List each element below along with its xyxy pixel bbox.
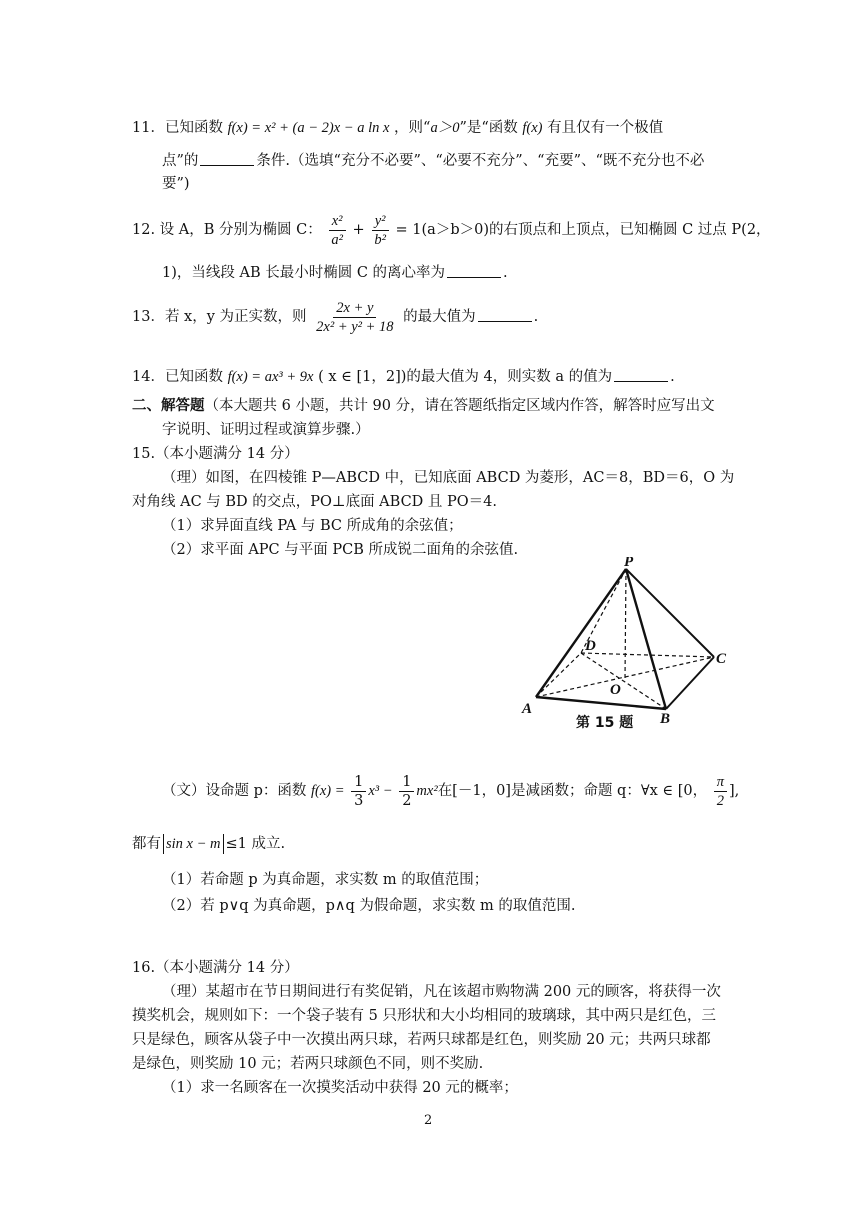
q16-l1: （理）某超市在节日期间进行有奖促销，凡在该超市购物满 200 元的顾客，将获得一次 [162,984,721,1000]
section-desc: 字说明、证明过程或演算步骤.） [162,422,370,438]
q11-line3: 要”) [162,176,190,192]
q12-line1: 12. 设 A，B 分别为椭圆 C： $\frac{\text{x²}}{\text{a²}}$ + $\frac{\text{y²}}{\text{b²}}$ = 1(a＞b＞0)的右顶点和上顶点，已知椭圆 C 过点 P(2， [132,212,771,248]
q13-line: 13．若 x，y 为正实数，则 $\frac{2x + y}{\text{2x² + y² + 18}}$ 的最大值为 . [132,299,539,335]
fraction: $\frac{\text{y²}}{\text{b²}}$ [371,212,389,249]
q16-l2: 摸奖机会，规则如下：一个袋子装有 5 只形状和大小均相同的玻璃球，其中两只是红色，三 [132,1008,716,1024]
page-number: 2 [424,1113,433,1128]
q15-wen-line3: （1）若命题 p 为真命题，求实数 m 的取值范围； [162,872,489,888]
fraction: $\frac{1}{3}$ [351,773,366,810]
answer-blank [478,306,532,322]
label-c: C [716,651,727,667]
fraction: $\frac{1}{2}$ [399,773,414,810]
q16-l5: （1）求一名顾客在一次摸奖活动中获得 20 元的概率； [162,1080,518,1096]
q12-line2: 1)，当线段 AB 长最小时椭圆 C 的离心率为 . [162,262,508,283]
answer-blank [614,366,668,382]
label-d: D [585,638,596,654]
pyramid-diagram [516,557,746,737]
label-o: O [610,682,621,698]
label-p: P [624,557,634,570]
q15-wen-line2: 都有 sin x − m ≤1 成立. [132,836,286,852]
fraction: $\frac{\pi}{2}$ [714,773,727,810]
q15-li2: 对角线 AC 与 BD 的交点，PO⊥底面 ABCD 且 PO＝4. [132,494,497,510]
q14-line: 14．已知函数 f(x) = ax³ + 9x ( x ∈ [1，2])的最大值为 4，则实数 a 的值为 . [132,366,675,387]
pyramid-figure [516,557,746,741]
q15-li3: （1）求异面直线 PA 与 BC 所成角的余弦值； [162,518,463,534]
fraction: $\frac{2x + y}{\text{2x² + y² + 18}}$ [316,299,394,335]
answer-blank [447,262,501,278]
q11-line2: 点”的 条件.（选填“充分不必要”、“必要不充分”、“充要”、“既不充分也不必 [162,150,704,171]
q15-wen-line1: （文）设命题 p：函数 f(x) = $\frac{1}{3}$ x³ − $\frac{1}{2}$ mx²在[－1，0]是减函数；命题 q：∀x ∈ [0， $\frac{\pi}{2}$ ], [162,773,740,809]
q16-l3: 只是绿色，顾客从袋子中一次摸出两只球，若两只球都是红色，则奖励 20 元；共两只球都 [132,1032,711,1048]
q15-wen-line4: （2）若 p∨q 为真命题，p∧q 为假命题，求实数 m 的取值范围. [162,898,576,914]
q15-title: 15.（本小题满分 14 分） [132,446,299,462]
q15-li1: （理）如图，在四棱锥 P—ABCD 中，已知底面 ABCD 为菱形，AC＝8，BD＝6，O 为 [162,470,735,486]
figure-caption: 第 15 题 [576,715,634,731]
label-a: A [522,701,533,717]
fraction: $\frac{\text{x²}}{\text{a²}}$ [328,212,346,249]
q11-line1: 11．已知函数 f(x) = x² + (a − 2)x − a ln x ，则“a＞0”是“函数 f(x) 有且仅有一个极值 [132,120,664,136]
q16-l4: 是绿色，则奖励 10 元；若两只球颜色不同，则不奖励. [132,1056,484,1072]
label-b: B [660,711,671,727]
answer-blank [200,150,254,166]
section-heading: 二、解答题（本大题共 6 小题，共计 90 分，请在答题纸指定区域内作答，解答时应写出文 [132,397,715,414]
q16-title: 16.（本小题满分 14 分） [132,960,299,976]
q11-function: f(x) = x² + (a − 2)x − a ln x [227,120,390,136]
q15-li4: （2）求平面 APC 与平面 PCB 所成锐二面角的余弦值. [162,542,519,558]
